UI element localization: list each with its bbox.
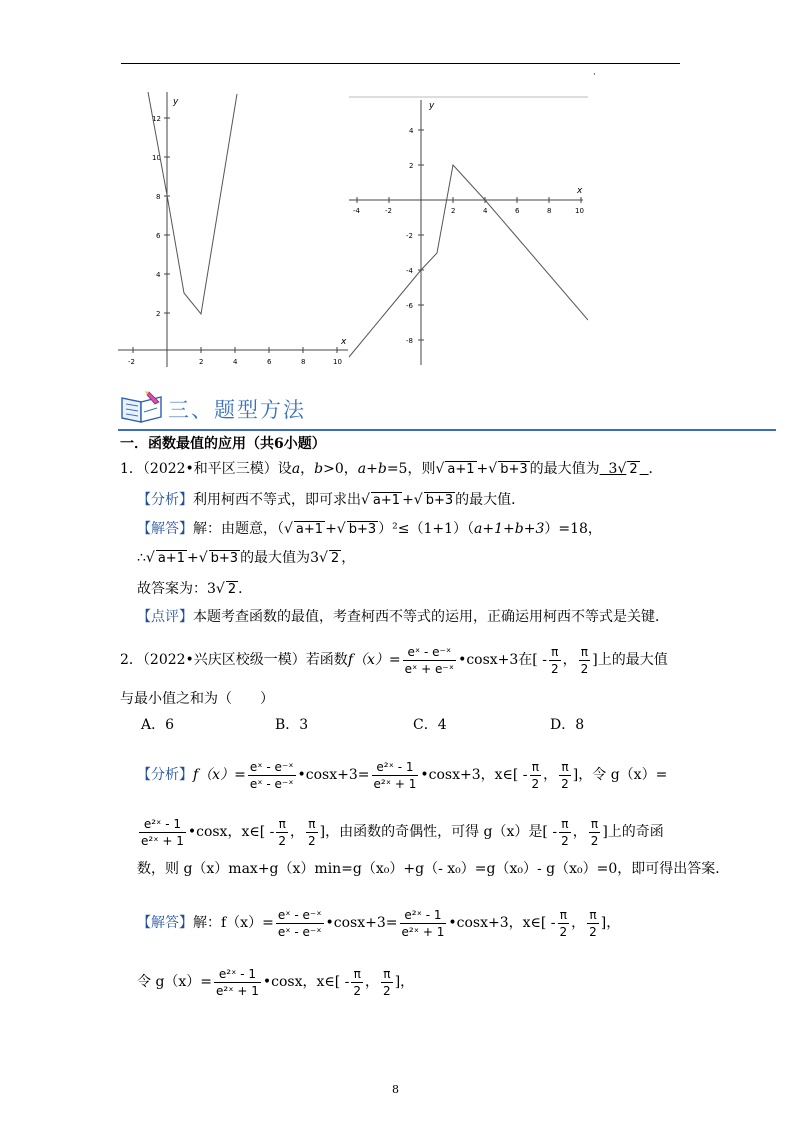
- graph1-y-label: y: [173, 97, 179, 107]
- graph2-x-tick: -2: [385, 207, 392, 215]
- q2-analysis-line1: 【分析】f（x）= $\frac{\text{eˣ - e⁻ˣ}}{\text{eˣ - e⁻ˣ}}$ •cosx+3= $\frac{\text{e²ˣ - 1}}{\text{e²ˣ + 1}}$ •cosx+3，x∈[ - $\frac{\pi}{2}$ ， $\frac{\pi}{2}$ ]，令 g（x）=: [137, 759, 668, 791]
- q2-option-d[interactable]: D．8: [550, 717, 585, 733]
- graph1-y-tick: 4: [156, 271, 161, 279]
- graph2-x-tick: -4: [353, 207, 360, 215]
- graph1-x-tick: 6: [267, 358, 272, 366]
- graph2-curve: [349, 165, 588, 357]
- graph2-x-tick: 2: [451, 207, 456, 215]
- graph1-x-tick: 10: [333, 358, 342, 366]
- q2-stem: 2．（2022•兴庆区校级一模）若函数f（x）= $\frac{\text{eˣ - e⁻ˣ}}{\text{eˣ + e⁻ˣ}}$ •cosx+3在[ - $\frac{\pi}{2}$ ， $\frac{\pi}{2}$ ]上的最大值: [120, 644, 668, 676]
- q2-analysis-line3: 数，则 g（x）max+g（x）min=g（x₀）+g（- x₀）=g（x₀）- g（x₀）=0，即可得出答案．: [137, 861, 730, 877]
- section-underline: [118, 429, 776, 431]
- graph-2: [343, 95, 588, 367]
- graph1-y-tick: 6: [156, 232, 161, 240]
- graph2-x-tick: 4: [483, 207, 488, 215]
- q2-stem-line2: 与最小值之和为（ ）: [120, 691, 274, 707]
- graph2-y-label: y: [429, 101, 435, 111]
- graph2-y-tick: -6: [406, 302, 413, 310]
- q2-option-a[interactable]: A．6: [141, 717, 175, 733]
- q1-final: 故答案为：3√ 2 ．: [137, 581, 253, 597]
- book-icon: [119, 388, 167, 426]
- graph2-x-tick: 6: [515, 207, 520, 215]
- q2-solution-line1: 【解答】解：f（x）= $\frac{\text{eˣ - e⁻ˣ}}{\text{eˣ - e⁻ˣ}}$ •cosx+3= $\frac{\text{e²ˣ - 1}}{\text{e²ˣ + 1}}$ •cosx+3，x∈[ - $\frac{\pi}{2}$ ， $\frac{\pi}{2}$ ]，: [137, 907, 621, 939]
- graph1-x-label: x: [341, 337, 347, 347]
- graph1-x-tick: 2: [199, 358, 204, 366]
- section-title: 三、题型方法: [168, 398, 306, 422]
- graph1-y-tick: 12: [152, 115, 161, 123]
- graph1-x-tick: 4: [233, 358, 238, 366]
- heading-1: 一．函数最值的应用（共6小题）: [120, 436, 326, 452]
- graph2-y-tick: -2: [406, 232, 413, 240]
- graph2-y-tick: -4: [406, 267, 413, 275]
- graph2-x-tick: 10: [575, 207, 584, 215]
- header-rule: [121, 63, 680, 64]
- graph-1: [118, 92, 353, 370]
- graph1-y-tick: 10: [152, 154, 161, 162]
- page-number: 8: [392, 1083, 399, 1096]
- q1-number: 1．: [120, 461, 143, 477]
- graph2-y-tick: 4: [409, 127, 414, 135]
- q2-number: 2．: [120, 652, 143, 668]
- graph2-y-tick: -8: [406, 337, 413, 345]
- graph2-x-tick: 8: [547, 207, 552, 215]
- graph2-y-tick: 2: [409, 162, 414, 170]
- q1-solution: 【解答】解：由题意，（√ a+1 +√ b+3 ）²≤（1+1）（a+1+b+3）=18，: [137, 521, 602, 537]
- q2-option-b[interactable]: B．3: [275, 717, 309, 733]
- q1-analysis: 【分析】利用柯西不等式，即可求出√ a+1 +√ b+3 的最大值．: [137, 492, 526, 508]
- q1-stem: 1．（2022•和平区三模）设a，b>0，a+b=5，则√ a+1 +√ b+3 的最大值为 3√ 2 ．: [120, 461, 663, 477]
- q2-option-c[interactable]: C．4: [413, 717, 447, 733]
- q2-fraction: $\frac{\text{eˣ - e⁻ˣ}}{\text{eˣ + e⁻ˣ}}$: [404, 644, 455, 676]
- graph1-x-tick: -2: [128, 358, 135, 366]
- graph1-curve: [148, 92, 237, 314]
- graph1-y-tick: 8: [156, 193, 161, 201]
- q1-result: ∴√ a+1 +√ b+3 的最大值为3√ 2 ，: [137, 550, 356, 566]
- graph2-x-label: x: [577, 186, 583, 196]
- q2-solution-line2: 令 g（x）= $\frac{\text{e²ˣ - 1}}{\text{e²ˣ + 1}}$ •cosx，x∈[ - $\frac{\pi}{2}$ ， $\frac{\pi}{2}$ ]，: [137, 966, 415, 998]
- q2-analysis-line2: $\frac{\text{e²ˣ - 1}}{\text{e²ˣ + 1}}$ •cosx，x∈[ - $\frac{\pi}{2}$ ， $\frac{\pi}{2}$ ]，由函数的奇偶性，可得 g（x）是[ - $\frac{\pi}{2}$ ， $\frac{\pi}{2}$ ]上的奇函: [141, 816, 664, 848]
- q1-comment: 【点评】本题考查函数的最值，考查柯西不等式的运用，正确运用柯西不等式是关键．: [137, 609, 669, 625]
- header-dot: ·: [593, 70, 596, 80]
- graph1-x-tick: 8: [301, 358, 306, 366]
- graph1-y-tick: 2: [156, 310, 161, 318]
- q1-answer: 3√ 2: [608, 461, 638, 477]
